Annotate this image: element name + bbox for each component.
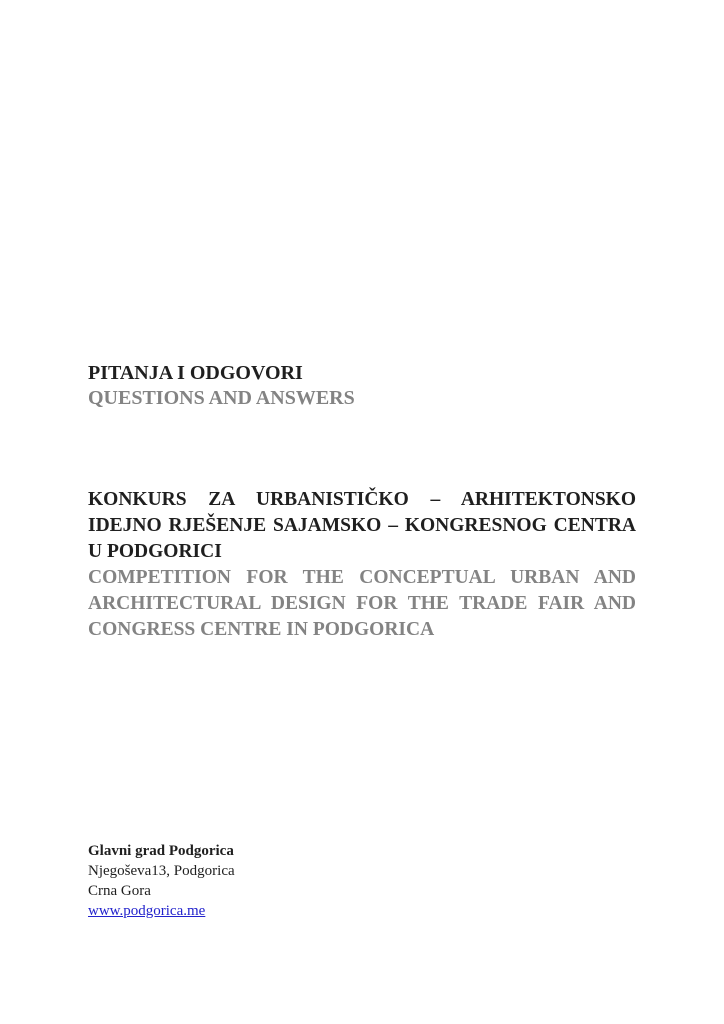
title-en-line-1: COMPETITION FOR THE CONCEPTUAL URBAN AND: [88, 567, 636, 588]
street-address: Njegoševa13, Podgorica: [88, 863, 235, 879]
website-link[interactable]: www.podgorica.me: [88, 903, 206, 919]
section-heading: [88, 361, 636, 411]
title-en-line-3: CONGRESS CENTRE IN PODGORICA: [88, 619, 435, 640]
title-me-line-3: U PODGORICI: [88, 541, 222, 562]
issuer-info: [88, 841, 636, 921]
document-title: [88, 487, 636, 643]
organization-name: Glavni grad Podgorica: [88, 843, 234, 859]
title-en-line-2: ARCHITECTURAL DESIGN FOR THE TRADE FAIR AND: [88, 593, 636, 614]
heading-en: QUESTIONS AND ANSWERS: [88, 387, 355, 409]
title-me-line-1: KONKURS ZA URBANISTIČKO – ARHITEKTONSKO: [88, 489, 636, 510]
country: Crna Gora: [88, 883, 151, 899]
title-me-line-2: IDEJNO RJEŠENJE SAJAMSKO – KONGRESNOG CENTRA: [88, 515, 636, 536]
heading-me: PITANJA I ODGOVORI: [88, 362, 303, 384]
